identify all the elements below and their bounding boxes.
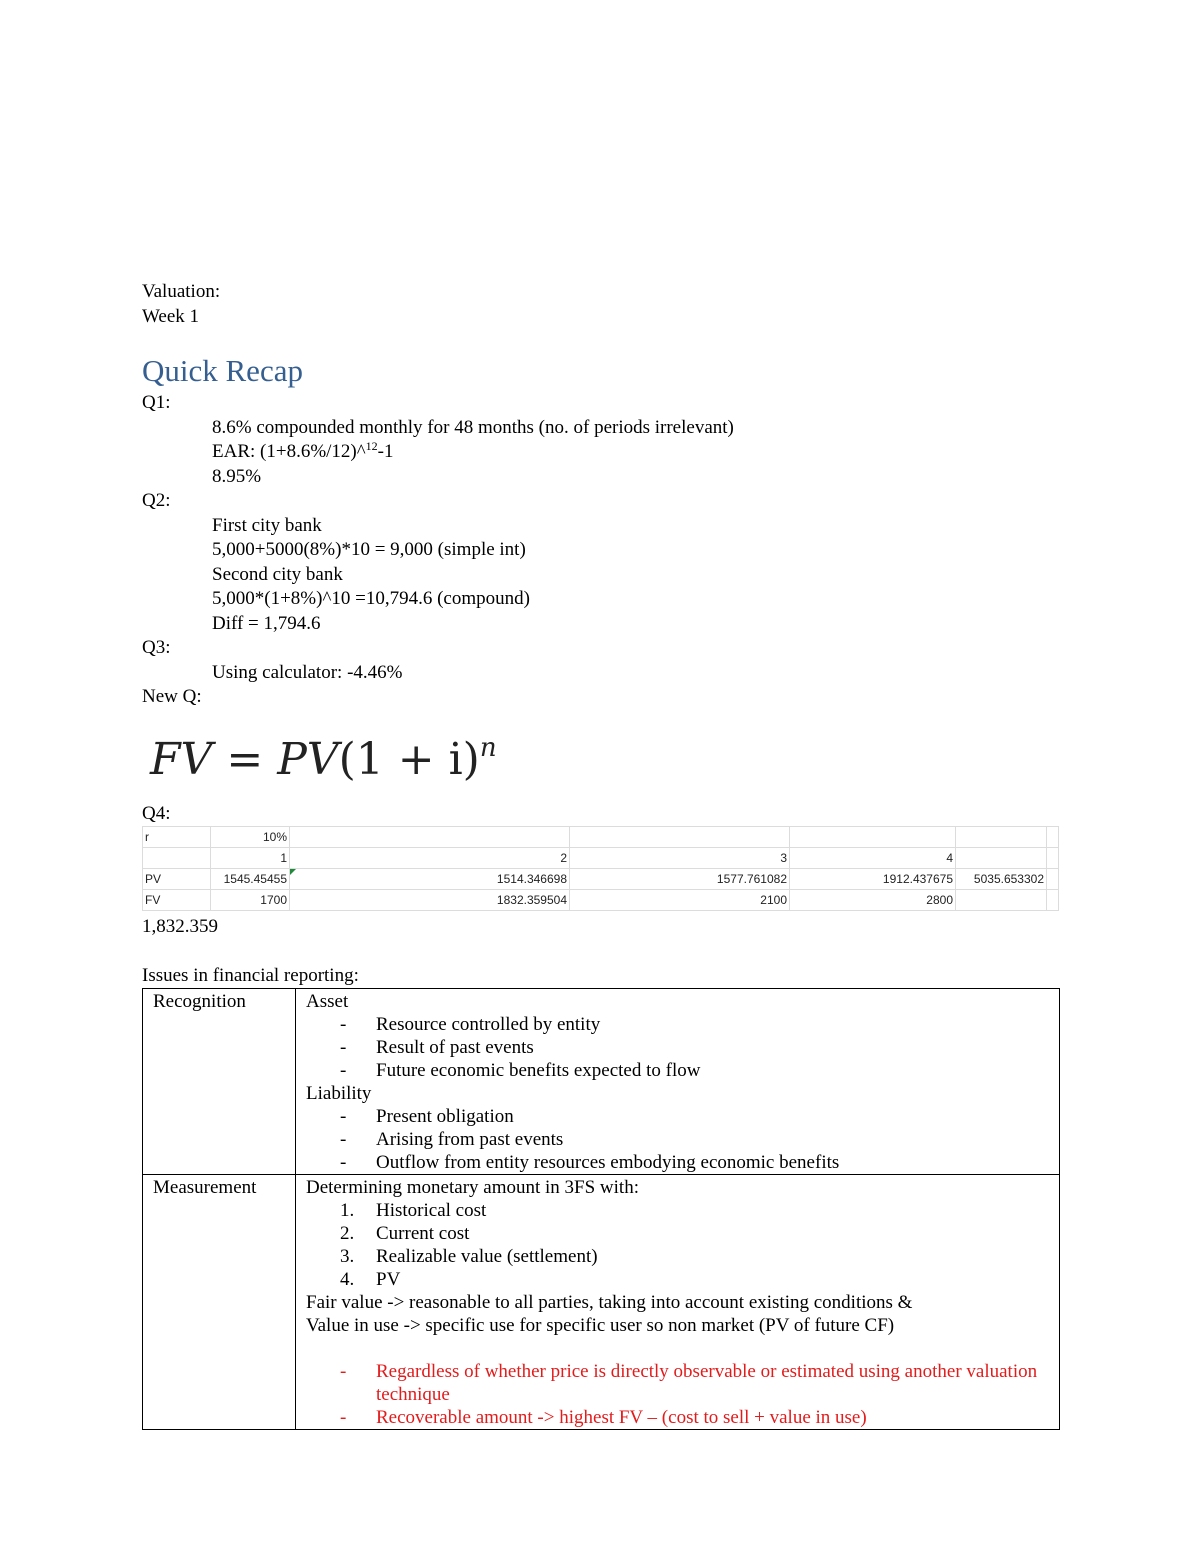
doc-week: Week 1: [142, 305, 200, 327]
sheet-cell: [956, 827, 1047, 848]
recognition-content: [296, 989, 1060, 1175]
measurement-methods: [306, 1199, 1051, 1291]
sheet-cell: PV: [143, 869, 211, 890]
section-heading: Quick Recap: [142, 353, 303, 388]
formula-rhs: PV: [277, 733, 339, 785]
document-page: [142, 280, 1060, 1430]
recognition-key: Recognition: [143, 989, 296, 1175]
q2-line: 5,000+5000(8%)*10 = 9,000 (simple int): [212, 539, 526, 560]
list-item-text: Historical cost: [376, 1200, 487, 1221]
sheet-cell: 1700: [211, 890, 290, 911]
sheet-cell: 2800: [790, 890, 956, 911]
sheet-row: [143, 827, 1059, 848]
sheet-cell: [956, 890, 1047, 911]
sheet-cell: 1912.437675: [790, 869, 956, 890]
issues-row-recognition: [143, 989, 1060, 1175]
formula-lhs: FV: [150, 733, 213, 785]
sheet-cell: [1047, 848, 1059, 869]
list-item: 1. Historical cost: [340, 1200, 487, 1221]
list-item: - Arising from past events: [340, 1129, 564, 1150]
issues-row-measurement: [143, 1175, 1060, 1430]
sheet-cell: 1: [211, 848, 290, 869]
q3-label: Q3:: [142, 637, 171, 658]
value-in-use-line: Value in use -> specific use for specific user so non market (PV of future CF): [306, 1315, 895, 1336]
list-item-text: Future economic benefits expected to flow: [376, 1060, 701, 1081]
list-item: - Recoverable amount -> highest FV – (cost to sell + value in use): [340, 1407, 867, 1428]
q1-ear-exponent: 12: [365, 439, 378, 453]
sheet-cell: r: [143, 827, 211, 848]
sheet-cell: [1047, 869, 1059, 890]
sheet-cell: 2100: [570, 890, 790, 911]
list-item-text: Outflow from entity resources embodying economic benefits: [376, 1152, 840, 1173]
issues-title: Issues in financial reporting:: [142, 964, 359, 986]
sheet-cell: 1514.346698: [290, 869, 570, 890]
list-item-text: PV: [376, 1269, 401, 1290]
sheet-cell: [790, 827, 956, 848]
spreadsheet-snippet: [142, 826, 1059, 911]
list-item: 2. Current cost: [340, 1223, 470, 1244]
sheet-cell: [1047, 827, 1059, 848]
sheet-cell: [956, 848, 1047, 869]
asset-list: [306, 1013, 1051, 1082]
sheet-cell: 3: [570, 848, 790, 869]
sheet-cell: [143, 848, 211, 869]
q1-line: 8.6% compounded monthly for 48 months (no. of periods irrelevant): [212, 416, 734, 438]
q2-line: First city bank: [212, 514, 322, 536]
list-item: - Outflow from entity resources embodying economic benefits: [340, 1152, 840, 1173]
q1-ear-suffix: -1: [377, 441, 394, 462]
list-item: - Result of past events: [340, 1037, 534, 1058]
sheet-row: [143, 869, 1059, 890]
fair-value-line: Fair value -> reasonable to all parties, taking into account existing conditions &: [306, 1292, 913, 1313]
q2-line: Second city bank: [212, 563, 343, 585]
sheet-row: [143, 890, 1059, 911]
sheet-cell: 5035.653302: [956, 869, 1047, 890]
formula-equals: =: [226, 733, 264, 785]
list-item-text: Regardless of whether price is directly observable or estimated using another valuation technique: [376, 1361, 1038, 1405]
doc-subject: Valuation:: [142, 281, 221, 302]
list-item: - Future economic benefits expected to flow: [340, 1060, 701, 1081]
liability-heading: Liability: [306, 1083, 372, 1104]
list-item: 4. PV: [340, 1269, 401, 1290]
issues-table: [142, 988, 1060, 1430]
list-item-text: Realizable value (settlement): [376, 1246, 598, 1267]
list-item: - Resource controlled by entity: [340, 1014, 601, 1035]
measurement-intro: Determining monetary amount in 3FS with:: [306, 1177, 639, 1198]
q4-label: Q4:: [142, 802, 171, 824]
red-notes-list: [306, 1360, 1051, 1429]
q4-answer: 1,832.359: [142, 916, 218, 937]
list-item-text: Current cost: [376, 1223, 470, 1244]
spacer: [306, 1337, 1051, 1360]
list-item: 3. Realizable value (settlement): [340, 1246, 598, 1267]
fv-formula: [150, 718, 1060, 790]
measurement-content: [296, 1175, 1060, 1430]
sheet-cell: [290, 827, 570, 848]
sheet-cell: [570, 827, 790, 848]
sheet-cell: 2: [290, 848, 570, 869]
list-item-text: Recoverable amount -> highest FV – (cost to sell + value in use): [376, 1407, 867, 1428]
list-item: - Regardless of whether price is directly observable or estimated using another valuation technique: [340, 1361, 1038, 1405]
sheet-cell: [1047, 890, 1059, 911]
q1-result: 8.95%: [212, 465, 262, 487]
list-item-text: Result of past events: [376, 1037, 534, 1058]
q1-label: Q1:: [142, 392, 171, 413]
sheet-cell: 1832.359504: [290, 890, 570, 911]
q1-ear-prefix: EAR: (1+8.6%/12)^: [212, 441, 366, 462]
list-item-text: Arising from past events: [376, 1129, 564, 1150]
sheet-cell: 1577.761082: [570, 869, 790, 890]
q2-line: Diff = 1,794.6: [212, 612, 321, 634]
sheet-cell: 10%: [211, 827, 290, 848]
asset-heading: Asset: [306, 991, 349, 1012]
spacer: [142, 940, 1060, 964]
q2-label: Q2:: [142, 490, 171, 511]
q3-line: Using calculator: -4.46%: [212, 661, 403, 683]
formula-paren: (1 + i): [338, 733, 480, 785]
sheet-cell: FV: [143, 890, 211, 911]
measurement-key: Measurement: [143, 1175, 296, 1430]
q2-line: 5,000*(1+8%)^10 =10,794.6 (compound): [212, 588, 530, 609]
list-item-text: Present obligation: [376, 1106, 514, 1127]
sheet-cell: 4: [790, 848, 956, 869]
formula-exponent: n: [479, 732, 497, 763]
new-q-label: New Q:: [142, 686, 202, 707]
liability-list: [306, 1105, 1051, 1174]
sheet-cell: 1545.45455: [211, 869, 290, 890]
list-item-text: Resource controlled by entity: [376, 1014, 601, 1035]
sheet-row: [143, 848, 1059, 869]
list-item: - Present obligation: [340, 1106, 514, 1127]
q1-ear: [142, 440, 1060, 465]
